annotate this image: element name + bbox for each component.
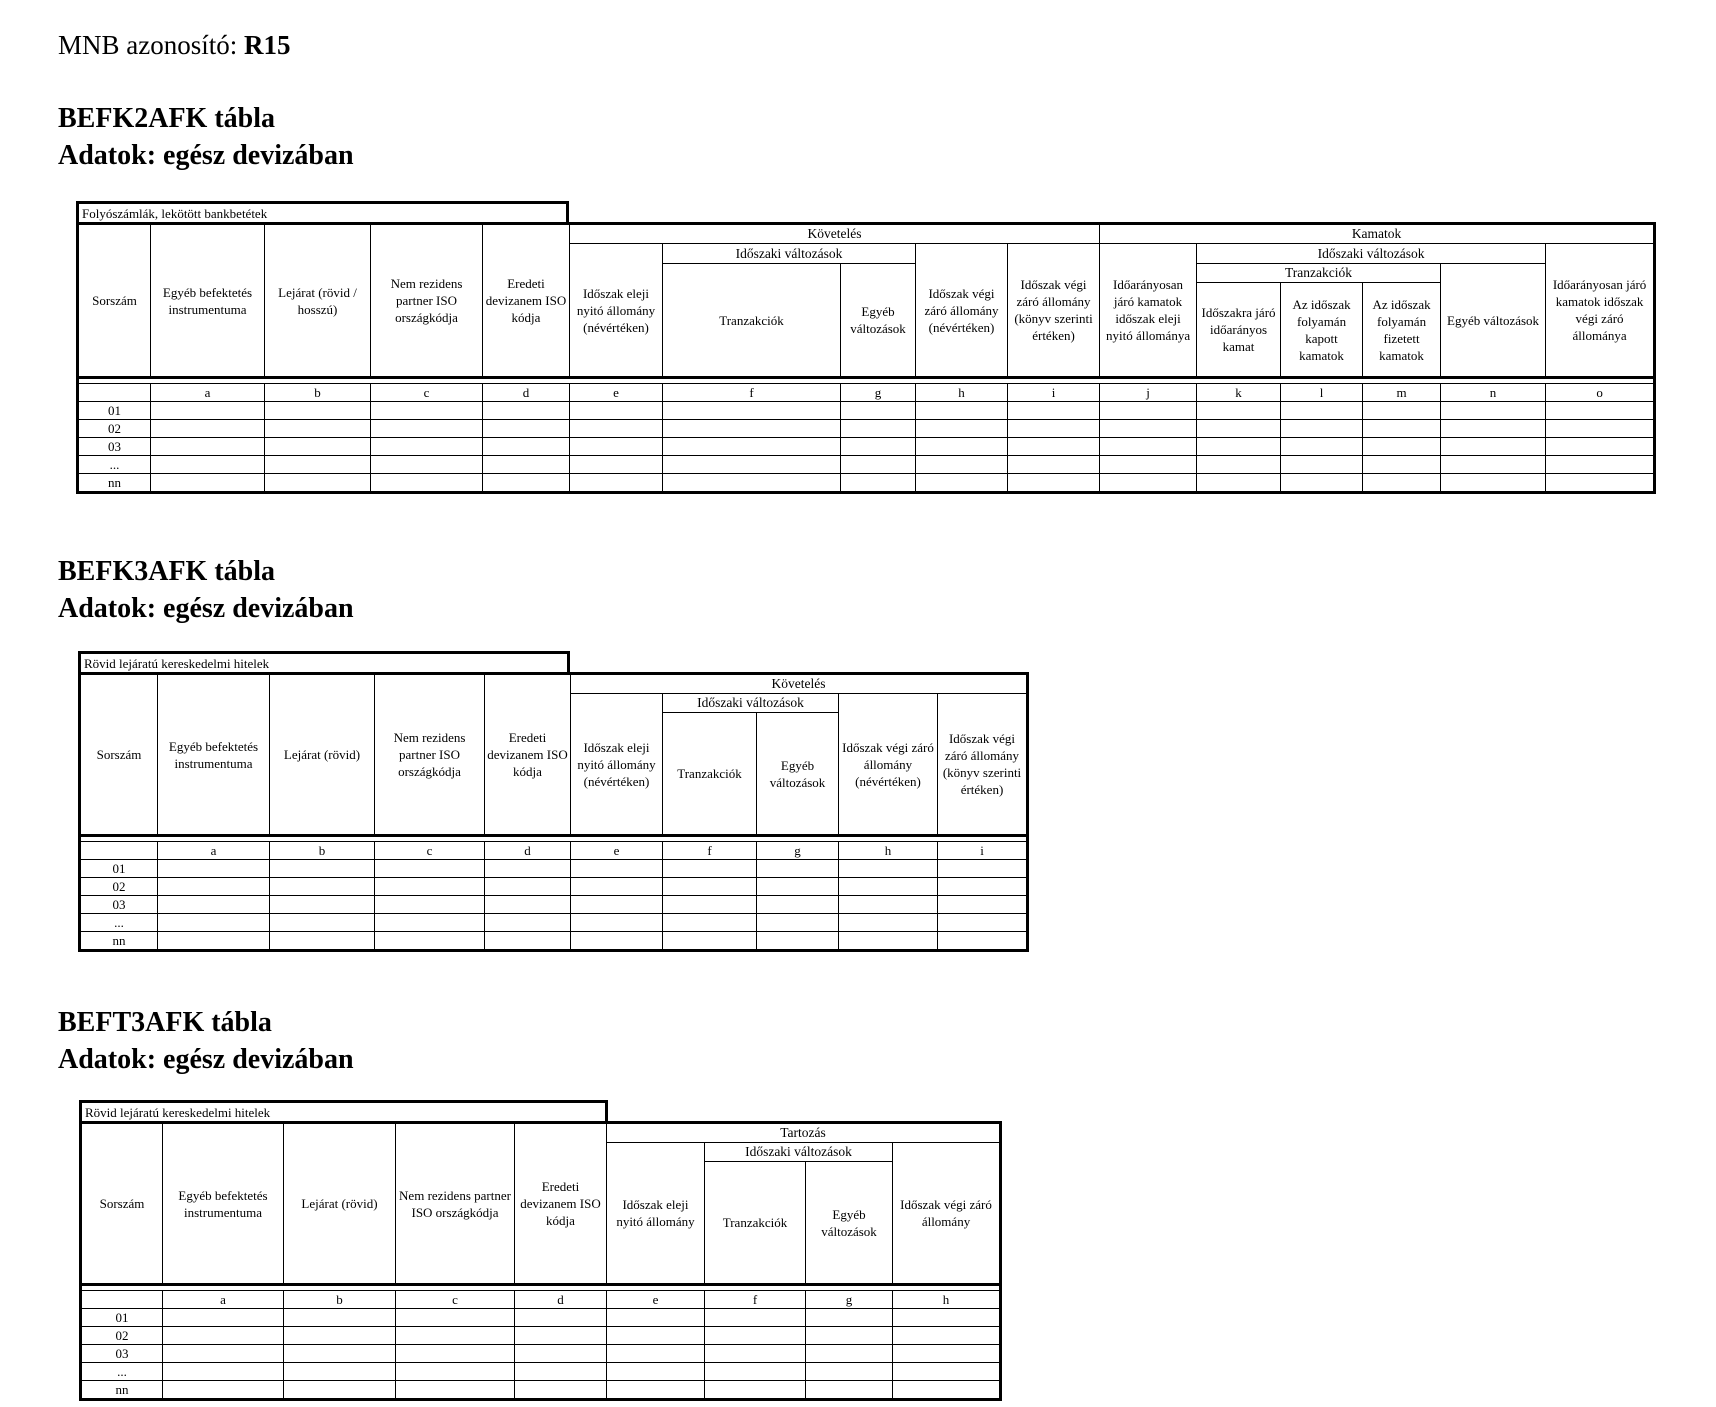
letter-k: k bbox=[1197, 384, 1281, 402]
data-cell[interactable] bbox=[806, 1381, 893, 1400]
data-cell[interactable] bbox=[1441, 402, 1546, 420]
letter-cell-empty bbox=[80, 842, 158, 860]
data-cell[interactable] bbox=[1546, 456, 1655, 474]
letter-h: h bbox=[893, 1291, 1001, 1309]
header-e: Időszak eleji nyitó állomány bbox=[607, 1143, 705, 1285]
data-cell[interactable] bbox=[916, 402, 1008, 420]
data-cell[interactable] bbox=[163, 1363, 284, 1381]
data-cell[interactable] bbox=[916, 420, 1008, 438]
data-cell[interactable] bbox=[938, 932, 1028, 951]
header-a: Egyéb befektetés instrumentuma bbox=[158, 674, 270, 836]
header-sorszam: Sorszám bbox=[81, 1123, 163, 1285]
header-b: Lejárat (rövid / hosszú) bbox=[265, 224, 371, 378]
letter-g: g bbox=[841, 384, 916, 402]
data-cell[interactable] bbox=[515, 1327, 607, 1345]
header-h: Időszak végi záró állomány (névértéken) bbox=[916, 244, 1008, 378]
row-number: 02 bbox=[80, 878, 158, 896]
data-cell[interactable] bbox=[151, 438, 265, 456]
header-d: Eredeti devizanem ISO kódja bbox=[483, 224, 570, 378]
data-cell[interactable] bbox=[705, 1381, 806, 1400]
data-cell[interactable] bbox=[371, 474, 483, 493]
header-sorszam: Sorszám bbox=[78, 224, 151, 378]
section-title-beft3afk bbox=[58, 1004, 354, 1078]
data-cell[interactable] bbox=[1197, 474, 1281, 493]
data-cell[interactable] bbox=[663, 860, 757, 878]
data-cell[interactable] bbox=[893, 1381, 1001, 1400]
data-cell[interactable] bbox=[396, 1345, 515, 1363]
table-row bbox=[80, 860, 1028, 878]
data-cell[interactable] bbox=[705, 1345, 806, 1363]
header-f: Tranzakciók bbox=[663, 713, 757, 836]
data-cell[interactable] bbox=[1546, 402, 1655, 420]
data-cell[interactable] bbox=[757, 914, 839, 932]
header-n: Egyéb változások bbox=[1441, 264, 1546, 378]
letter-f: f bbox=[663, 384, 841, 402]
header-h: Időszak végi záró állomány (névértéken) bbox=[839, 694, 938, 836]
data-cell[interactable] bbox=[485, 860, 571, 878]
data-cell[interactable] bbox=[1441, 456, 1546, 474]
data-cell[interactable] bbox=[1008, 438, 1100, 456]
data-cell[interactable] bbox=[839, 878, 938, 896]
data-cell[interactable] bbox=[757, 932, 839, 951]
data-cell[interactable] bbox=[839, 896, 938, 914]
data-cell[interactable] bbox=[1281, 402, 1363, 420]
data-cell[interactable] bbox=[163, 1309, 284, 1327]
data-cell[interactable] bbox=[396, 1327, 515, 1345]
row-number: ... bbox=[78, 456, 151, 474]
data-cell[interactable] bbox=[571, 878, 663, 896]
data-cell[interactable] bbox=[265, 456, 371, 474]
table-title: BEFK3AFK tábla bbox=[58, 556, 276, 587]
row-number: 03 bbox=[81, 1345, 163, 1363]
header-d: Eredeti devizanem ISO kódja bbox=[515, 1123, 607, 1285]
data-cell[interactable] bbox=[151, 402, 265, 420]
header-b: Lejárat (rövid) bbox=[284, 1123, 396, 1285]
data-cell[interactable] bbox=[705, 1327, 806, 1345]
data-cell[interactable] bbox=[839, 932, 938, 951]
data-cell[interactable] bbox=[1546, 438, 1655, 456]
data-cell[interactable] bbox=[841, 456, 916, 474]
data-cell[interactable] bbox=[1546, 474, 1655, 493]
data-cell[interactable] bbox=[1363, 438, 1441, 456]
header-e: Időszak eleji nyitó állomány (névértéken) bbox=[570, 244, 663, 378]
data-cell[interactable] bbox=[485, 914, 571, 932]
mnb-identifier bbox=[58, 30, 291, 61]
data-cell[interactable] bbox=[570, 420, 663, 438]
letter-c: c bbox=[396, 1291, 515, 1309]
data-cell[interactable] bbox=[938, 878, 1028, 896]
data-cell[interactable] bbox=[757, 878, 839, 896]
table-row bbox=[81, 1309, 1001, 1327]
row-number: nn bbox=[78, 474, 151, 493]
table-row bbox=[78, 456, 1655, 474]
header-a: Egyéb befektetés instrumentuma bbox=[163, 1123, 284, 1285]
header-f: Tranzakciók bbox=[663, 264, 841, 378]
row-number: nn bbox=[80, 932, 158, 951]
data-cell[interactable] bbox=[1008, 402, 1100, 420]
data-cell[interactable] bbox=[483, 420, 570, 438]
data-cell[interactable] bbox=[841, 402, 916, 420]
data-cell[interactable] bbox=[158, 914, 270, 932]
table-title: BEFK2AFK tábla bbox=[58, 103, 276, 134]
data-cell[interactable] bbox=[1363, 420, 1441, 438]
data-cell[interactable] bbox=[483, 402, 570, 420]
form-table-befk3afk bbox=[78, 672, 1029, 952]
table-title: BEFT3AFK tábla bbox=[58, 1007, 272, 1038]
data-cell[interactable] bbox=[485, 896, 571, 914]
data-cell[interactable] bbox=[607, 1363, 705, 1381]
data-cell[interactable] bbox=[270, 932, 375, 951]
data-cell[interactable] bbox=[806, 1309, 893, 1327]
data-cell[interactable] bbox=[265, 402, 371, 420]
data-cell[interactable] bbox=[839, 914, 938, 932]
section-title-befk3afk bbox=[58, 553, 354, 627]
data-cell[interactable] bbox=[705, 1309, 806, 1327]
data-cell[interactable] bbox=[1100, 456, 1197, 474]
section-title-befk2afk bbox=[58, 100, 354, 174]
row-number: 01 bbox=[80, 860, 158, 878]
header-f: Tranzakciók bbox=[705, 1162, 806, 1285]
mnb-code: R15 bbox=[244, 30, 291, 60]
row-number: ... bbox=[80, 914, 158, 932]
letter-b: b bbox=[270, 842, 375, 860]
data-cell[interactable] bbox=[265, 438, 371, 456]
data-cell[interactable] bbox=[515, 1345, 607, 1363]
data-cell[interactable] bbox=[515, 1381, 607, 1400]
row-number: 01 bbox=[78, 402, 151, 420]
table-block-befk3afk bbox=[78, 651, 1028, 953]
header-j: Időarányosan járó kamatok időszak eleji nyitó állománya bbox=[1100, 244, 1197, 378]
data-cell[interactable] bbox=[663, 878, 757, 896]
data-cell[interactable] bbox=[893, 1345, 1001, 1363]
data-cell[interactable] bbox=[607, 1309, 705, 1327]
header-h: Időszak végi záró állomány bbox=[893, 1143, 1001, 1285]
data-cell[interactable] bbox=[663, 420, 841, 438]
letter-cell-empty bbox=[81, 1291, 163, 1309]
letter-l: l bbox=[1281, 384, 1363, 402]
data-cell[interactable] bbox=[375, 878, 485, 896]
data-cell[interactable] bbox=[607, 1381, 705, 1400]
data-cell[interactable] bbox=[151, 420, 265, 438]
row-number: nn bbox=[81, 1381, 163, 1400]
data-cell[interactable] bbox=[1100, 474, 1197, 493]
data-cell[interactable] bbox=[1281, 438, 1363, 456]
header-g: Egyéb változások bbox=[841, 264, 916, 378]
data-cell[interactable] bbox=[571, 896, 663, 914]
data-cell[interactable] bbox=[158, 896, 270, 914]
letter-n: n bbox=[1441, 384, 1546, 402]
data-cell[interactable] bbox=[938, 914, 1028, 932]
letter-h: h bbox=[916, 384, 1008, 402]
group-header-transactions: Tranzakciók bbox=[1197, 264, 1441, 283]
letter-d: d bbox=[485, 842, 571, 860]
data-cell[interactable] bbox=[163, 1345, 284, 1363]
letter-b: b bbox=[284, 1291, 396, 1309]
data-cell[interactable] bbox=[1546, 420, 1655, 438]
data-cell[interactable] bbox=[1363, 402, 1441, 420]
data-cell[interactable] bbox=[1008, 420, 1100, 438]
data-cell[interactable] bbox=[151, 456, 265, 474]
letter-g: g bbox=[806, 1291, 893, 1309]
letter-i: i bbox=[1008, 384, 1100, 402]
group-header-main: Követelés bbox=[570, 224, 1100, 244]
data-cell[interactable] bbox=[1281, 456, 1363, 474]
letters-row bbox=[78, 384, 1655, 402]
letter-m: m bbox=[1363, 384, 1441, 402]
letter-e: e bbox=[607, 1291, 705, 1309]
data-cell[interactable] bbox=[806, 1345, 893, 1363]
data-cell[interactable] bbox=[938, 896, 1028, 914]
letter-e: e bbox=[571, 842, 663, 860]
data-cell[interactable] bbox=[1100, 438, 1197, 456]
data-cell[interactable] bbox=[1363, 456, 1441, 474]
data-cell[interactable] bbox=[570, 438, 663, 456]
data-cell[interactable] bbox=[916, 456, 1008, 474]
data-cell[interactable] bbox=[158, 860, 270, 878]
letter-j: j bbox=[1100, 384, 1197, 402]
table-caption: Rövid lejáratú kereskedelmi hitelek bbox=[79, 1100, 608, 1121]
row-number: ... bbox=[81, 1363, 163, 1381]
data-cell[interactable] bbox=[158, 878, 270, 896]
data-cell[interactable] bbox=[284, 1381, 396, 1400]
data-cell[interactable] bbox=[284, 1309, 396, 1327]
data-cell[interactable] bbox=[571, 860, 663, 878]
data-cell[interactable] bbox=[663, 456, 841, 474]
row-number: 02 bbox=[81, 1327, 163, 1345]
header-k: Időszakra járó időarányos kamat bbox=[1197, 283, 1281, 378]
row-number: 02 bbox=[78, 420, 151, 438]
letter-a: a bbox=[151, 384, 265, 402]
letter-i: i bbox=[938, 842, 1028, 860]
data-cell[interactable] bbox=[1363, 474, 1441, 493]
group-header-interest: Kamatok bbox=[1100, 224, 1655, 244]
table-caption: Rövid lejáratú kereskedelmi hitelek bbox=[78, 651, 570, 672]
data-cell[interactable] bbox=[396, 1381, 515, 1400]
group-header-periodic-interest: Időszaki változások bbox=[1197, 244, 1546, 264]
data-cell[interactable] bbox=[1197, 402, 1281, 420]
table-subtitle: Adatok: egész devizában bbox=[58, 140, 354, 171]
table-row bbox=[81, 1363, 1001, 1381]
header-b: Lejárat (rövid) bbox=[270, 674, 375, 836]
data-cell[interactable] bbox=[270, 914, 375, 932]
data-cell[interactable] bbox=[265, 474, 371, 493]
data-cell[interactable] bbox=[270, 860, 375, 878]
table-row bbox=[81, 1381, 1001, 1400]
data-cell[interactable] bbox=[483, 438, 570, 456]
letter-d: d bbox=[483, 384, 570, 402]
data-cell[interactable] bbox=[1197, 438, 1281, 456]
letter-cell-empty bbox=[78, 384, 151, 402]
data-cell[interactable] bbox=[371, 438, 483, 456]
table-row bbox=[78, 438, 1655, 456]
form-table-beft3afk bbox=[79, 1121, 1002, 1401]
form-table-befk2afk bbox=[76, 222, 1656, 494]
data-cell[interactable] bbox=[1281, 420, 1363, 438]
data-cell[interactable] bbox=[663, 474, 841, 493]
table-row bbox=[78, 474, 1655, 493]
data-cell[interactable] bbox=[396, 1309, 515, 1327]
data-cell[interactable] bbox=[396, 1363, 515, 1381]
data-cell[interactable] bbox=[375, 932, 485, 951]
header-i: Időszak végi záró állomány (könyv szerinti értéken) bbox=[1008, 244, 1100, 378]
header-a: Egyéb befektetés instrumentuma bbox=[151, 224, 265, 378]
data-cell[interactable] bbox=[607, 1327, 705, 1345]
letters-row bbox=[81, 1291, 1001, 1309]
data-cell[interactable] bbox=[571, 932, 663, 951]
data-cell[interactable] bbox=[570, 474, 663, 493]
data-cell[interactable] bbox=[1441, 474, 1546, 493]
table-subtitle: Adatok: egész devizában bbox=[58, 593, 354, 624]
data-cell[interactable] bbox=[375, 860, 485, 878]
data-cell[interactable] bbox=[270, 878, 375, 896]
table-row bbox=[80, 932, 1028, 951]
table-row bbox=[78, 420, 1655, 438]
data-cell[interactable] bbox=[371, 456, 483, 474]
letter-c: c bbox=[375, 842, 485, 860]
letter-a: a bbox=[158, 842, 270, 860]
data-cell[interactable] bbox=[705, 1363, 806, 1381]
row-number: 03 bbox=[80, 896, 158, 914]
letter-e: e bbox=[570, 384, 663, 402]
group-header-periodic: Időszaki változások bbox=[705, 1143, 893, 1162]
data-cell[interactable] bbox=[1441, 420, 1546, 438]
header-e: Időszak eleji nyitó állomány (névértéken) bbox=[571, 694, 663, 836]
data-cell[interactable] bbox=[485, 932, 571, 951]
header-l: Az időszak folyamán kapott kamatok bbox=[1281, 283, 1363, 378]
data-cell[interactable] bbox=[1197, 420, 1281, 438]
table-row bbox=[80, 914, 1028, 932]
group-header-main: Tartozás bbox=[607, 1123, 1001, 1143]
data-cell[interactable] bbox=[270, 896, 375, 914]
data-cell[interactable] bbox=[265, 420, 371, 438]
data-cell[interactable] bbox=[371, 402, 483, 420]
letters-row bbox=[80, 842, 1028, 860]
data-cell[interactable] bbox=[515, 1309, 607, 1327]
header-sorszam: Sorszám bbox=[80, 674, 158, 836]
data-cell[interactable] bbox=[1100, 402, 1197, 420]
data-cell[interactable] bbox=[1281, 474, 1363, 493]
data-cell[interactable] bbox=[841, 474, 916, 493]
group-header-periodic: Időszaki változások bbox=[663, 694, 839, 713]
header-m: Az időszak folyamán fizetett kamatok bbox=[1363, 283, 1441, 378]
data-cell[interactable] bbox=[663, 402, 841, 420]
letter-h: h bbox=[839, 842, 938, 860]
header-c: Nem rezidens partner ISO országkódja bbox=[371, 224, 483, 378]
data-cell[interactable] bbox=[893, 1363, 1001, 1381]
table-row bbox=[78, 402, 1655, 420]
data-cell[interactable] bbox=[757, 860, 839, 878]
letter-d: d bbox=[515, 1291, 607, 1309]
data-cell[interactable] bbox=[158, 932, 270, 951]
data-cell[interactable] bbox=[483, 456, 570, 474]
data-cell[interactable] bbox=[938, 860, 1028, 878]
row-number: 01 bbox=[81, 1309, 163, 1327]
table-row bbox=[81, 1345, 1001, 1363]
table-row bbox=[80, 878, 1028, 896]
group-header-main: Követelés bbox=[571, 674, 1028, 694]
header-g: Egyéb változások bbox=[757, 713, 839, 836]
header-c: Nem rezidens partner ISO országkódja bbox=[375, 674, 485, 836]
data-cell[interactable] bbox=[839, 860, 938, 878]
data-cell[interactable] bbox=[841, 420, 916, 438]
data-cell[interactable] bbox=[151, 474, 265, 493]
letter-b: b bbox=[265, 384, 371, 402]
data-cell[interactable] bbox=[663, 914, 757, 932]
header-g: Egyéb változások bbox=[806, 1162, 893, 1285]
data-cell[interactable] bbox=[284, 1363, 396, 1381]
data-cell[interactable] bbox=[375, 896, 485, 914]
data-cell[interactable] bbox=[893, 1309, 1001, 1327]
data-cell[interactable] bbox=[1008, 474, 1100, 493]
letter-a: a bbox=[163, 1291, 284, 1309]
data-cell[interactable] bbox=[1197, 456, 1281, 474]
letter-f: f bbox=[663, 842, 757, 860]
data-cell[interactable] bbox=[663, 438, 841, 456]
data-cell[interactable] bbox=[806, 1327, 893, 1345]
data-cell[interactable] bbox=[663, 896, 757, 914]
data-cell[interactable] bbox=[571, 914, 663, 932]
data-cell[interactable] bbox=[371, 420, 483, 438]
data-cell[interactable] bbox=[1100, 420, 1197, 438]
table-caption: Folyószámlák, lekötött bankbetétek bbox=[76, 201, 569, 222]
row-number: 03 bbox=[78, 438, 151, 456]
data-cell[interactable] bbox=[284, 1327, 396, 1345]
data-cell[interactable] bbox=[163, 1381, 284, 1400]
data-cell[interactable] bbox=[806, 1363, 893, 1381]
data-cell[interactable] bbox=[841, 438, 916, 456]
mnb-label: MNB azonosító: bbox=[58, 30, 238, 60]
table-block-beft3afk bbox=[79, 1100, 1004, 1402]
letter-g: g bbox=[757, 842, 839, 860]
data-cell[interactable] bbox=[757, 896, 839, 914]
letter-c: c bbox=[371, 384, 483, 402]
data-cell[interactable] bbox=[284, 1345, 396, 1363]
group-header-periodic: Időszaki változások bbox=[663, 244, 916, 264]
data-cell[interactable] bbox=[485, 878, 571, 896]
table-row bbox=[80, 896, 1028, 914]
header-c: Nem rezidens partner ISO országkódja bbox=[396, 1123, 515, 1285]
data-cell[interactable] bbox=[570, 402, 663, 420]
table-row bbox=[81, 1327, 1001, 1345]
data-cell[interactable] bbox=[1008, 456, 1100, 474]
table-subtitle: Adatok: egész devizában bbox=[58, 1044, 354, 1075]
data-cell[interactable] bbox=[163, 1327, 284, 1345]
data-cell[interactable] bbox=[663, 932, 757, 951]
data-cell[interactable] bbox=[515, 1363, 607, 1381]
data-cell[interactable] bbox=[570, 456, 663, 474]
header-d: Eredeti devizanem ISO kódja bbox=[485, 674, 571, 836]
header-i: Időszak végi záró állomány (könyv szerinti értéken) bbox=[938, 694, 1028, 836]
data-cell[interactable] bbox=[893, 1327, 1001, 1345]
data-cell[interactable] bbox=[375, 914, 485, 932]
table-block-befk2afk bbox=[76, 201, 1654, 498]
data-cell[interactable] bbox=[916, 474, 1008, 493]
letter-f: f bbox=[705, 1291, 806, 1309]
data-cell[interactable] bbox=[607, 1345, 705, 1363]
data-cell[interactable] bbox=[483, 474, 570, 493]
data-cell[interactable] bbox=[916, 438, 1008, 456]
header-o: Időarányosan járó kamatok időszak végi záró állománya bbox=[1546, 244, 1655, 378]
letter-o: o bbox=[1546, 384, 1655, 402]
data-cell[interactable] bbox=[1441, 438, 1546, 456]
